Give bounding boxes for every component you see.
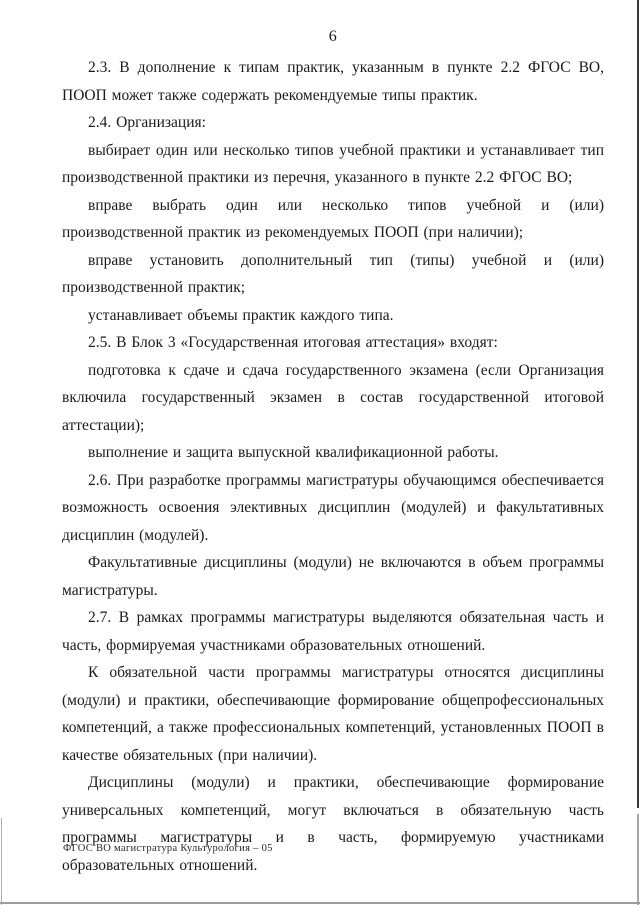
footer-document-code: ФГОС ВО магистратура Культурология – 05: [63, 843, 273, 854]
paragraph-2-3: 2.3. В дополнение к типам практик, указанным в пункте 2.2 ФГОС ВО, ПООП может также содержать рекомендуемые типы практик.: [62, 59, 604, 104]
paragraph-2-7: 2.7. В рамках программы магистратуры выделяются обязательная часть и часть, формируемая участниками образовательных отношений.: [62, 609, 604, 654]
paragraph-2-4: 2.4. Организация:: [88, 114, 206, 131]
paragraph-2-6-note: Факультативные дисциплины (модули) не включаются в объем программы магистратуры.: [62, 554, 604, 599]
paragraph-2-5: 2.5. В Блок 3 «Государственная итоговая аттестация» входят:: [88, 334, 498, 351]
scan-artifact-right-line-dark: [637, 0, 639, 808]
document-body: [62, 54, 604, 879]
paragraph-2-5-item-1: подготовка к сдаче и сдача государственного экзамена (если Организация включила государственный экзамен в состав государственной итоговой аттестации);: [62, 361, 604, 434]
scan-artifact-right-line-light: [637, 814, 639, 905]
scan-artifact-bottom-line: [0, 902, 640, 904]
page-number: 6: [328, 28, 338, 45]
paragraph-2-4-item-4: устанавливает объемы практик каждого типа.: [88, 306, 394, 324]
paragraph-2-7-mandatory: К обязательной части программы магистратуры относятся дисциплины (модули) и практики, обеспечивающие формирование общепрофессиональных компетенций, а также профессиональных компетенций, установленных ПООП в качестве обязательных (при наличии).: [62, 664, 604, 764]
scan-artifact-left-line: [1, 818, 2, 905]
paragraph-2-7-universal: Дисциплины (модули) и практики, обеспечивающие формирование универсальных компетенций, могут включаться в обязательную часть программы магистратуры и в часть, формируемую участниками образовательных отношений.: [62, 774, 604, 874]
paragraph-2-4-item-1: выбирает один или несколько типов учебной практики и устанавливает тип производственной практики из перечня, указанного в пункте 2.2 ФГОС ВО;: [62, 141, 604, 186]
paragraph-2-4-item-3: вправе установить дополнительный тип (типы) учебной и (или) производственной практик;: [62, 251, 604, 296]
paragraph-2-5-item-2: выполнение и защита выпускной квалификационной работы.: [88, 444, 499, 461]
paragraph-2-4-item-2: вправе выбрать один или несколько типов учебной и (или) производственной практик из рекомендуемых ПООП (при наличии);: [62, 196, 604, 241]
paragraph-2-6: 2.6. При разработке программы магистратуры обучающимся обеспечивается возможность освоения элективных дисциплин (модулей) и факультативных дисциплин (модулей).: [62, 471, 604, 544]
